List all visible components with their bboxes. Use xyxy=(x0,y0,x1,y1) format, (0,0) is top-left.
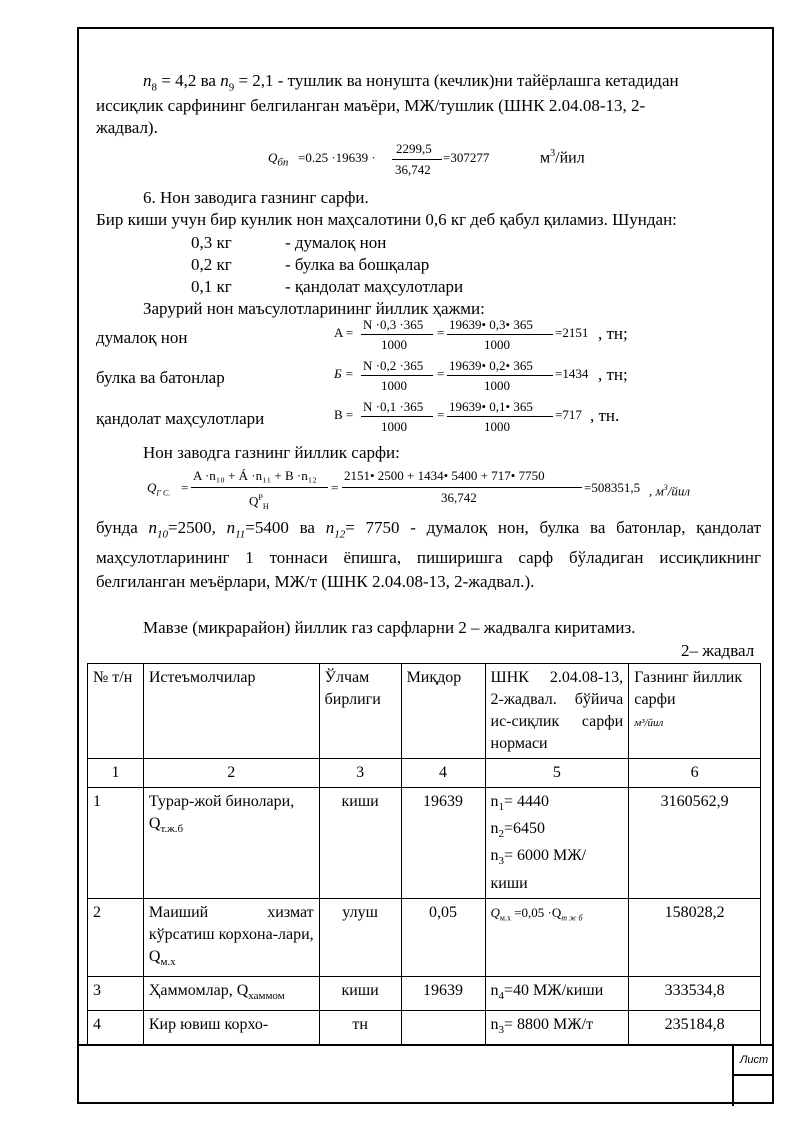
table-row xyxy=(88,976,761,1010)
col-number: 6 xyxy=(629,759,761,788)
item-qty: 0,3 кг xyxy=(191,233,232,252)
volume-heading: Зарурий нон маъсулотларининг йиллик ҳажми: xyxy=(143,299,485,318)
row-consumer: Кир ювиш корхо- xyxy=(143,1010,319,1044)
row-value: 3160562,9 xyxy=(629,788,761,899)
col-number: 4 xyxy=(401,759,485,788)
table-row xyxy=(88,898,761,976)
sheet-cell xyxy=(732,1046,774,1106)
where-paragraph: бунда $n_{10}=2500$, $n_{11}=5400$ ва $n_{12}= 7750$ - думалоқ нон, булка ва батонлар, қандолат маҳсулотларининг 1 тоннаси ёпишга, пиширишга сарф бўладиган иссиқликнинг белгиланган меъёрлари, МЖ/т (ШНК 2.04.08-13, 2-жадвал.). xyxy=(96,518,762,592)
row-number: 3 xyxy=(88,976,144,1010)
row-unit: тн xyxy=(319,1010,401,1044)
col-number: 3 xyxy=(319,759,401,788)
intro-line-3: жадвал). xyxy=(96,118,158,137)
annual-heading: Нон заводга газнинг йиллик сарфи: xyxy=(143,443,400,462)
row-number: 2 xyxy=(88,898,144,976)
header-unit: Ўлчам бирлиги xyxy=(319,664,401,759)
header-annual-gas: Газнинг йиллик сарфи м³/йил xyxy=(629,664,761,759)
col-number: 1 xyxy=(88,759,144,788)
row-quantity: 0,05 xyxy=(401,898,485,976)
table-number-row xyxy=(88,759,761,788)
row-value: 158028,2 xyxy=(629,898,761,976)
table-row xyxy=(88,1010,761,1044)
item-qty: 0,1 кг xyxy=(191,277,232,296)
row-value: 333534,8 xyxy=(629,976,761,1010)
row-quantity xyxy=(401,1010,485,1044)
header-norm: ШНК 2.04.08-13, 2-жадвал. бўйича ис-сиқлик сарфи нормаси xyxy=(485,664,629,759)
header-quantity: Миқдор xyxy=(401,664,485,759)
header-number: № т/н xyxy=(88,664,144,759)
row-norm: $n_3= 8800$ МЖ/т xyxy=(485,1010,629,1044)
summary-line: Мавзе (микрарайон) йиллик газ сарфларни 2 – жадвалга киритамиз. xyxy=(143,618,636,637)
row-value: 235184,8 xyxy=(629,1010,761,1044)
title-block xyxy=(77,1044,774,1104)
row-unit: киши xyxy=(319,788,401,899)
row-quantity: 19639 xyxy=(401,976,485,1010)
gas-consumption-table xyxy=(87,663,761,1045)
header-consumers: Истеъмолчилар xyxy=(143,664,319,759)
section6-heading: 6. Нон заводига газнинг сарфи. xyxy=(143,188,369,207)
row-quantity: 19639 xyxy=(401,788,485,899)
row-number: 1 xyxy=(88,788,144,899)
item-name: - қандолат маҳсулотлари xyxy=(285,277,464,296)
section6-intro: Бир киши учун бир кунлик нон маҳсалотини 0,6 кг деб қабул қиламиз. Шундан: xyxy=(96,210,677,229)
row-consumer: Турар-жой бинолари, $Q_{т.ж.б}$ xyxy=(143,788,319,899)
row-unit: улуш xyxy=(319,898,401,976)
intro-line-2: иссиқлик сарфининг белгиланган маъёри, МЖ/тушлик (ШНК 2.04.08-13, 2- xyxy=(96,96,646,115)
row-norm: $n_4=40$ МЖ/киши xyxy=(485,976,629,1010)
item-name: - булка ва бошқалар xyxy=(285,255,430,274)
sheet-label: Лист xyxy=(734,1046,774,1076)
item-name: - думалоқ нон xyxy=(285,233,387,252)
item-qty: 0,2 кг xyxy=(191,255,232,274)
row-number: 4 xyxy=(88,1010,144,1044)
col-number: 2 xyxy=(143,759,319,788)
row-norm: $n_1= 4440$ $n_2=6450$ $n_3= 6000$ МЖ/ киши xyxy=(485,788,629,899)
col-number: 5 xyxy=(485,759,629,788)
table-caption: 2– жадвал xyxy=(681,641,755,660)
row-unit: киши xyxy=(319,976,401,1010)
row-consumer: Ҳаммомлар, $Q_{хаммом}$ xyxy=(143,976,319,1010)
table-header-row xyxy=(88,664,761,759)
row-consumer: Маиший хизмат кўрсатиш корхона-лари, $Q_{м.х}$ xyxy=(143,898,319,976)
row-norm: $Q_{м.х} =0,05 \cdot Q_{т ж б}$ xyxy=(485,898,629,976)
table-row xyxy=(88,788,761,899)
intro-line-1: $n_8 = 4,2$ ва $n_9 = 2,1$ - тушлик ва нонушта (кечлик)ни тайёрлашга кетадидан xyxy=(143,71,679,94)
